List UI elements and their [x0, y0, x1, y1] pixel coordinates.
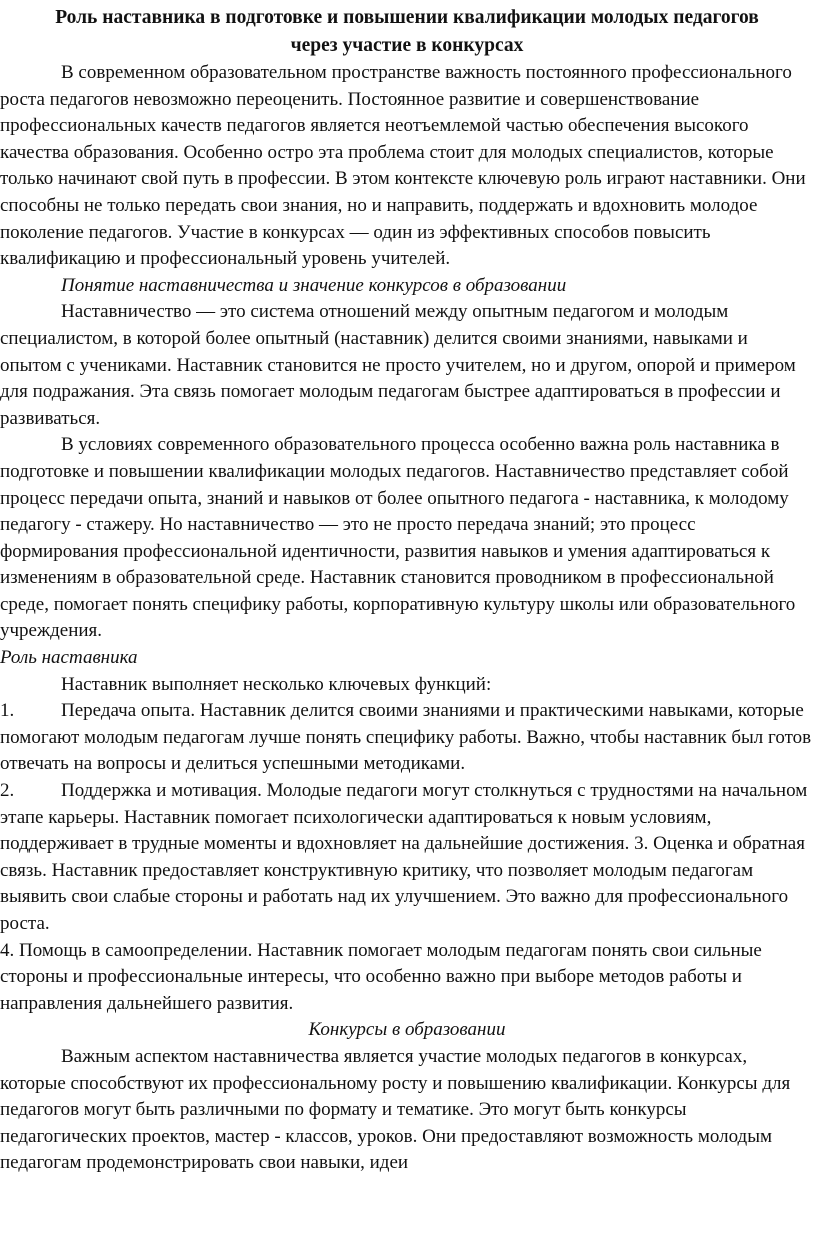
- body-paragraph: Важным аспектом наставничества является участие молодых педагогов в конкурсах, которые способствуют их профессиональному росту и повышению квалификации. Конкурсы для педагогов могут быть различными по формату и тематике. Это могут быть конкурсы педагогических проектов, мастер - классов, уроков. Они предоставляют возможность молодым педагогам продемонстрировать свои навыки, идеи: [0, 1045, 791, 1174]
- section-heading-mentor-role: Роль наставника: [0, 647, 138, 669]
- list-item: 4. Помощь в самоопределении. Наставник помогает молодым педагогам понять свои сильные стороны и профессиональные интересы, что особенно важно при выборе методов работы и направления дальнейшего развития.: [0, 939, 762, 1014]
- list-item-text: Поддержка и мотивация. Молодые педагоги могут столкнуться с трудностями на начальном этапе карьеры. Наставник помогает психологически адаптироваться к новым условиям, поддерживает в трудные моменты и вдохновляет на дальнейшие достижения. 3. Оценка и обратная связь. Наставник предоставляет конструктивную критику, что позволяет молодым педагогам выявить свои слабые стороны и работать над их улучшением. Это важно для профессионального роста.: [0, 780, 808, 934]
- section-heading-mentorship-concept: Понятие наставничества и значение конкурсов в образовании: [61, 274, 567, 296]
- list-item-text: Передача опыта. Наставник делится своими знаниями и практическими навыками, которые помогают молодым педагогам лучше понять специфику работы. Важно, чтобы наставник был готов отвечать на вопросы и делиться успешными методиками.: [0, 700, 812, 775]
- title-line-1: Роль наставника в подготовке и повышении квалификации молодых педагогов: [55, 7, 759, 28]
- body-paragraph: В условиях современного образовательного процесса особенно важна роль наставника в подготовке и повышении квалификации молодых педагогов. Наставничество представляет собой процесс передачи опыта, знаний и навыков от более опытного педагога - наставника, к молодому педагогу - стажеру. Но наставничество — это не просто передача знаний; это процесс формирования профессиональной идентичности, развития навыков и умения адаптироваться к изменениям в образовательной среде. Наставник становится проводником в профессиональной среде, помогает понять специфику работы, корпоративную культуру школы или образовательного учреждения.: [0, 434, 796, 642]
- section-heading-competitions: Конкурсы в образовании: [308, 1019, 506, 1041]
- list-number: 2.: [0, 780, 15, 802]
- list-item: [0, 698, 814, 778]
- intro-paragraph: В современном образовательном пространстве важность постоянного профессионального роста педагогов невозможно переоценить. Постоянное развитие и совершенствование профессиональных качеств педагогов является неотъемлемой частью обеспечения высокого качества образования. Особенно остро эта проблема стоит для молодых специалистов, которые только начинают свой путь в профессии. В этом контексте ключевую роль играют наставники. Они способны не только передать свои знания, но и направить, поддержать и вдохновить молодое поколение педагогов. Участие в конкурсах — один из эффективных способов повысить квалификацию и профессиональный уровень учителей.: [0, 62, 806, 270]
- list-item: [0, 778, 814, 938]
- list-number: 1.: [0, 700, 15, 722]
- functions-lead: Наставник выполняет несколько ключевых функций:: [61, 673, 492, 695]
- title-line-2: через участие в конкурсах: [290, 35, 524, 56]
- body-paragraph: Наставничество — это система отношений между опытным педагогом и молодым специалистом, в которой более опытный (наставник) делится своими знаниями, навыками и опытом с учениками. Наставник становится не просто учителем, но и другом, опорой и примером для подражания. Эта связь помогает молодым педагогам быстрее адаптироваться в профессии и развиваться.: [0, 301, 796, 429]
- document-title: [0, 4, 814, 60]
